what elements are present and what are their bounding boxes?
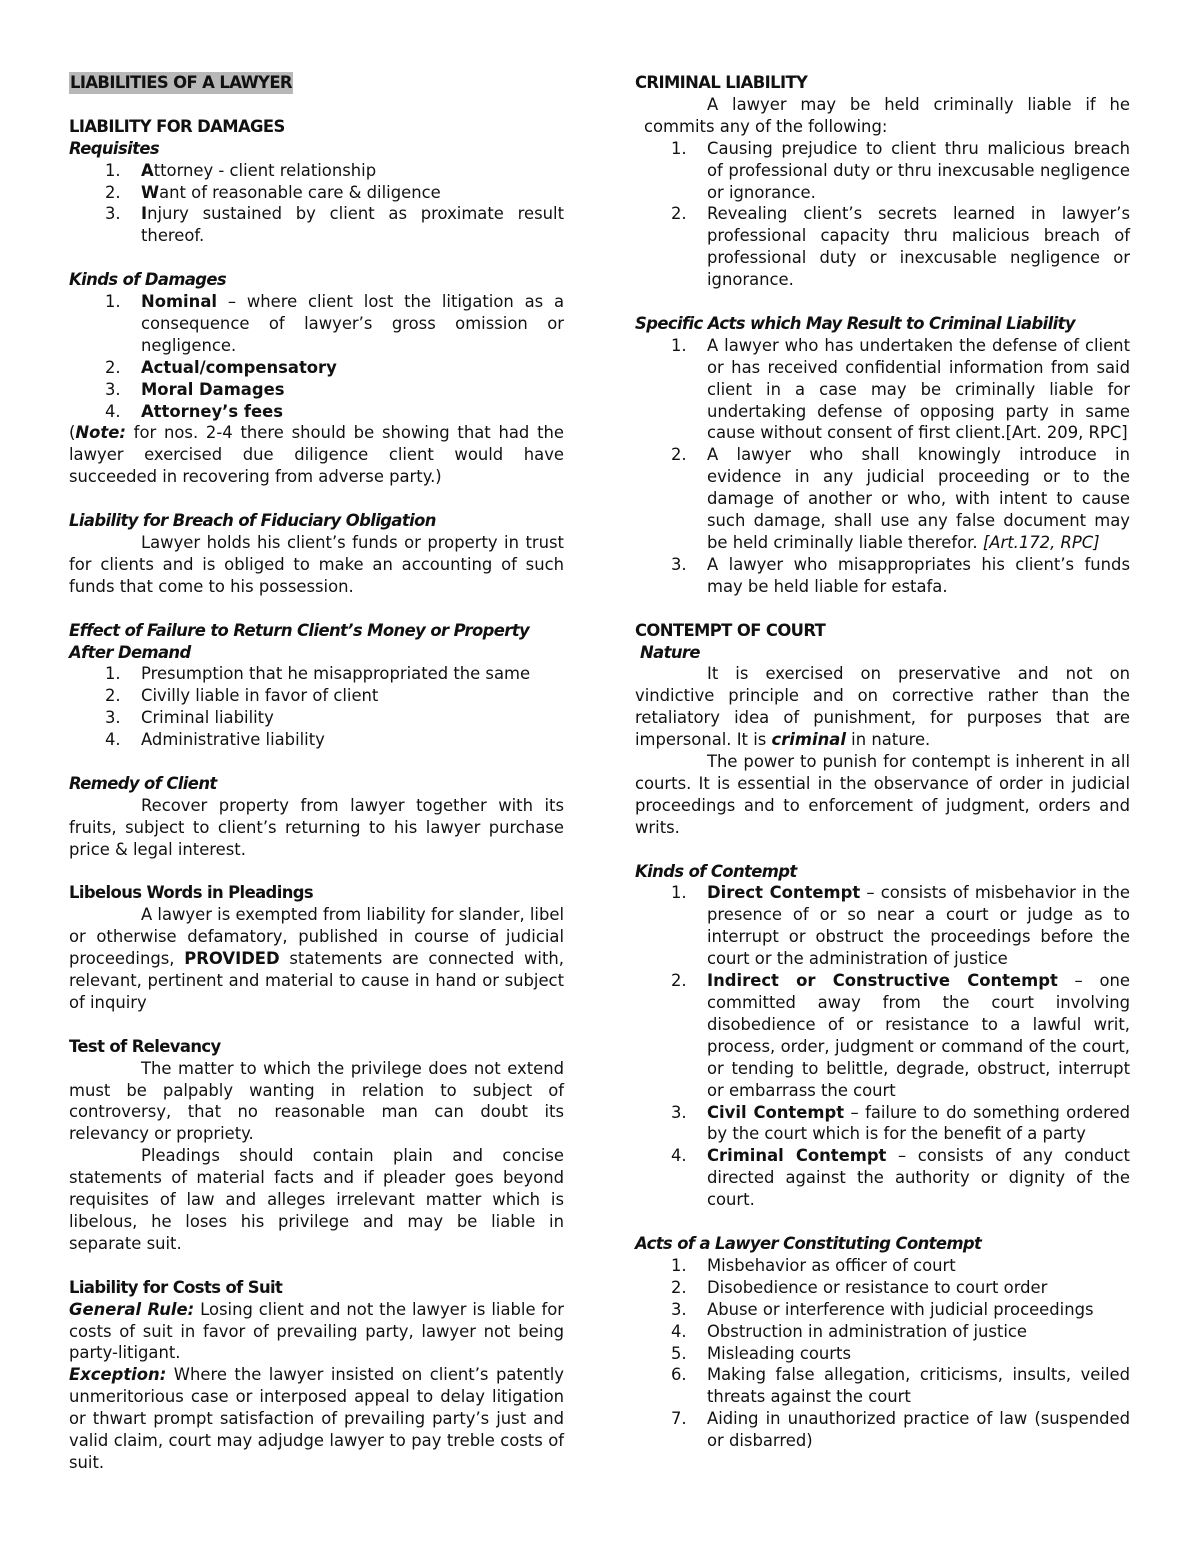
list-item: 2. Want of reasonable care & diligence <box>105 182 441 202</box>
relevancy-section <box>69 1036 564 1255</box>
acts-section <box>635 1233 1130 1452</box>
list-item: 1. Causing prejudice to client thru malicious breach of professional duty or thru inexcusable negligence or ignorance. <box>671 138 1130 202</box>
specific-acts-list <box>635 335 1130 598</box>
criminal-list <box>635 138 1130 291</box>
left-column <box>69 72 564 1474</box>
list-item: 2. Indirect or Constructive Contempt – one committed away from the court involving disobedience of or resistance to a lawful writ, process, order, judgment or command of the court, or tending to belittle, degrade, obstruct, interrupt or embarrass the court <box>671 971 1130 1100</box>
criminal-section <box>635 72 1130 291</box>
list-item: 1. Presumption that he misappropriated the same <box>105 664 531 684</box>
relevancy-heading: Test of Relevancy <box>69 1036 221 1056</box>
list-item: 3. Criminal liability <box>105 708 274 728</box>
criminal-intro-2: commits any of the following: <box>644 116 888 136</box>
kinds-of-contempt-list <box>635 882 1130 1211</box>
list-item: 4. Attorney’s fees <box>105 401 283 421</box>
list-item: 1. Nominal – where client lost the litigation as a consequence of lawyer’s gross omission or negligence. <box>105 292 564 355</box>
contempt-section <box>635 620 1130 839</box>
list-item: 2. Revealing client’s secrets learned in lawyer’s professional capacity thru malicious breach of professional duty or inexcusable negligence or ignorance. <box>671 204 1130 290</box>
damages-note: (Note: for nos. 2-4 there should be showing that had the lawyer exercised due diligence client would have succeeded in recovering from adverse party.) <box>69 423 564 487</box>
nature-text-1: It is exercised on preservative and not on vindictive principle and on corrective rather than the retaliatory idea of punishment, for purposes that are impersonal. It is criminal in nature. <box>635 664 1130 750</box>
relevancy-text-1: The matter to which the privilege does not extend must be palpably wanting in relation to subject of controversy, that no reasonable man can doubt its relevancy or propriety. <box>69 1058 564 1144</box>
damages-section <box>69 116 564 488</box>
nature-label: Nature <box>640 642 700 662</box>
list-item: 6. Making false allegation, criticisms, insults, veiled threats against the court <box>671 1365 1130 1407</box>
exception-rule: Exception: Where the lawyer insisted on client’s patently unmeritorious case or interposed appeal to delay litigation or thwart prompt satisfaction of prevailing party’s just and valid claim, court may adjudge lawyer to pay treble costs of suit. <box>69 1365 564 1472</box>
specific-acts-heading: Specific Acts which May Result to Criminal Liability <box>635 313 1075 333</box>
list-item: 4. Obstruction in administration of justice <box>671 1321 1028 1341</box>
list-item: 1. Attorney - client relationship <box>105 160 377 180</box>
criminal-intro: A lawyer may be held criminally liable if he <box>707 94 1130 114</box>
list-item: 3. Abuse or interference with judicial proceedings <box>671 1299 1094 1319</box>
list-item: 3. A lawyer who misappropriates his client’s funds may be held liable for estafa. <box>671 554 1130 596</box>
list-item: 7. Aiding in unauthorized practice of law (suspended or disbarred) <box>671 1409 1130 1451</box>
fiduciary-section <box>69 510 564 598</box>
fiduciary-heading: Liability for Breach of Fiduciary Obligation <box>69 511 436 531</box>
general-rule: General Rule: Losing client and not the lawyer is liable for costs of suit in favor of prevailing party, lawyer not being party-litigant. <box>69 1299 564 1363</box>
contempt-heading: CONTEMPT OF COURT <box>635 620 826 640</box>
list-item: 2. Civilly liable in favor of client <box>105 686 379 706</box>
remedy-section <box>69 773 564 861</box>
requisites-label: Requisites <box>69 138 160 158</box>
remedy-heading: Remedy of Client <box>69 773 217 793</box>
list-item: 1. Direct Contempt – consists of misbehavior in the presence of or so near a court or judge as to interrupt or obstruct the proceedings before the court or the administration of justice <box>671 883 1130 969</box>
acts-list <box>635 1255 1130 1452</box>
requisites-list <box>69 160 564 248</box>
failure-heading: Effect of Failure to Return Client’s Money or Property After Demand <box>69 620 530 662</box>
list-item: 5. Misleading courts <box>671 1343 852 1363</box>
libelous-section <box>69 882 564 1013</box>
list-item: 4. Criminal Contempt – consists of any conduct directed against the authority or dignity of the court. <box>671 1146 1130 1210</box>
remedy-text: Recover property from lawyer together with its fruits, subject to client’s returning to his lawyer purchase price & legal interest. <box>69 795 564 859</box>
page-title: LIABILITIES OF A LAWYER <box>70 73 292 92</box>
kinds-of-damages-list <box>69 291 564 422</box>
list-item: 1. Misbehavior as officer of court <box>671 1255 956 1275</box>
list-item: 3. Civil Contempt – failure to do something ordered by the court which is for the benefit of a party <box>671 1102 1130 1144</box>
failure-list <box>69 663 564 751</box>
relevancy-text-2: Pleadings should contain plain and concise statements of material facts and if pleader goes beyond requisites of law and alleges irrelevant matter which is libelous, he loses his privilege and may be liable in separate suit. <box>69 1146 564 1253</box>
costs-heading: Liability for Costs of Suit <box>69 1277 283 1297</box>
list-item: 3. Moral Damages <box>105 379 285 399</box>
list-item: 2. Actual/compensatory <box>105 357 337 377</box>
specific-acts-section <box>635 313 1130 598</box>
right-column <box>635 72 1130 1452</box>
costs-section <box>69 1277 564 1474</box>
kinds-of-damages-label: Kinds of Damages <box>69 270 227 290</box>
nature-text-2: The power to punish for contempt is inherent in all courts. It is essential in the observance of order in judicial proceedings and to enforcement of judgment, orders and writs. <box>635 752 1130 837</box>
failure-section <box>69 620 564 751</box>
list-item: 2. A lawyer who shall knowingly introduce in evidence in any judicial proceeding or to the damage of another or who, with intent to cause such damage, shall use any false document may be held criminally liable therefor. [Art.172, RPC] <box>671 445 1130 553</box>
damages-heading: LIABILITY FOR DAMAGES <box>69 116 285 136</box>
libelous-text: A lawyer is exempted from liability for slander, libel or otherwise defamatory, published in course of judicial proceedings, PROVIDED statements are connected with, relevant, pertinent and material to cause in hand or subject of inquiry <box>69 905 565 1012</box>
acts-heading: Acts of a Lawyer Constituting Contempt <box>635 1233 982 1253</box>
list-item: 1. A lawyer who has undertaken the defense of client or has received confidential information from said client in a case may be criminally liable for undertaking defense of opposing party in same cause without consent of first client.[Art. 209, RPC] <box>671 335 1130 443</box>
criminal-heading: CRIMINAL LIABILITY <box>635 73 808 92</box>
list-item: 4. Administrative liability <box>105 730 325 750</box>
list-item: 3. Injury sustained by client as proximate result thereof. <box>105 204 564 246</box>
libelous-heading: Libelous Words in Pleadings <box>69 883 314 903</box>
kinds-of-contempt-section <box>635 861 1130 1212</box>
list-item: 2. Disobedience or resistance to court order <box>671 1277 1048 1297</box>
fiduciary-text: Lawyer holds his client’s funds or property in trust for clients and is obliged to make an accounting of such funds that come to his possession. <box>69 532 564 596</box>
kinds-of-contempt-heading: Kinds of Contempt <box>635 861 797 881</box>
